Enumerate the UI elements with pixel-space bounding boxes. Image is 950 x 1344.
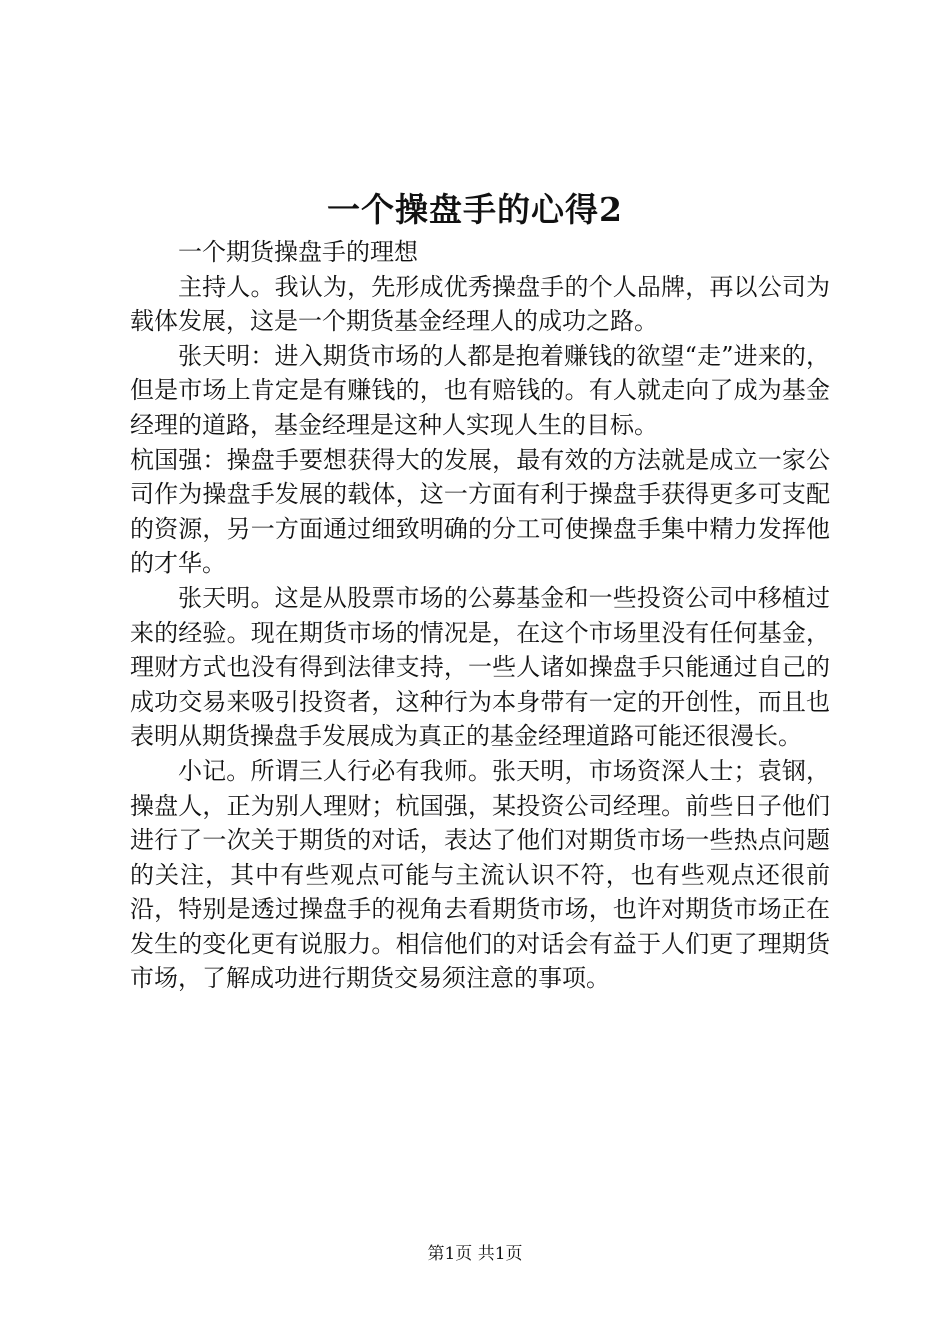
page-footer: 第1页 共1页 <box>427 1244 523 1264</box>
document-body <box>130 235 830 996</box>
paragraph-subtitle: 一个期货操盘手的理想 <box>178 238 418 266</box>
paragraph-host: 主持人。我认为，先形成优秀操盘手的个人品牌，再以公司为载体发展，这是一个期货基金经理人的成功之路。 <box>130 272 830 336</box>
paragraph-zhang-1: 张天明：进入期货市场的人都是抱着赚钱的欲望“走”进来的，但是市场上肯定是有赚钱的，也有赔钱的。有人就走向了成为基金经理的道路，基金经理是这种人实现人生的目标。 <box>130 341 830 439</box>
paragraph-zhang-2: 张天明。这是从股票市场的公募基金和一些投资公司中移植过来的经验。现在期货市场的情况是，在这个市场里没有任何基金，理财方式也没有得到法律支持，一些人诸如操盘手只能通过自己的成功交易来吸引投资者，这种行为本身带有一定的开创性，而且也表明从期货操盘手发展成为真正的基金经理道路可能还很漫长。 <box>130 583 830 751</box>
paragraph-hang: 杭国强：操盘手要想获得大的发展，最有效的方法就是成立一家公司作为操盘手发展的载体，这一方面有利于操盘手获得更多可支配的资源，另一方面通过细致明确的分工可使操盘手集中精力发挥他的才华。 <box>130 445 830 578</box>
paragraph-reporter: 小记。所谓三人行必有我师。张天明，市场资深人士；袁钢，操盘人，正为别人理财；杭国强，某投资公司经理。前些日子他们进行了一次关于期货的对话，表达了他们对期货市场一些热点问题的关注，其中有些观点可能与主流认识不符，也有些观点还很前沿，特别是透过操盘手的视角去看期货市场，也许对期货市场正在发生的变化更有说服力。相信他们的对话会有益于人们更了理期货市场，了解成功进行期货交易须注意的事项。 <box>130 756 830 993</box>
document-title: 一个操盘手的心得2 <box>327 190 623 229</box>
